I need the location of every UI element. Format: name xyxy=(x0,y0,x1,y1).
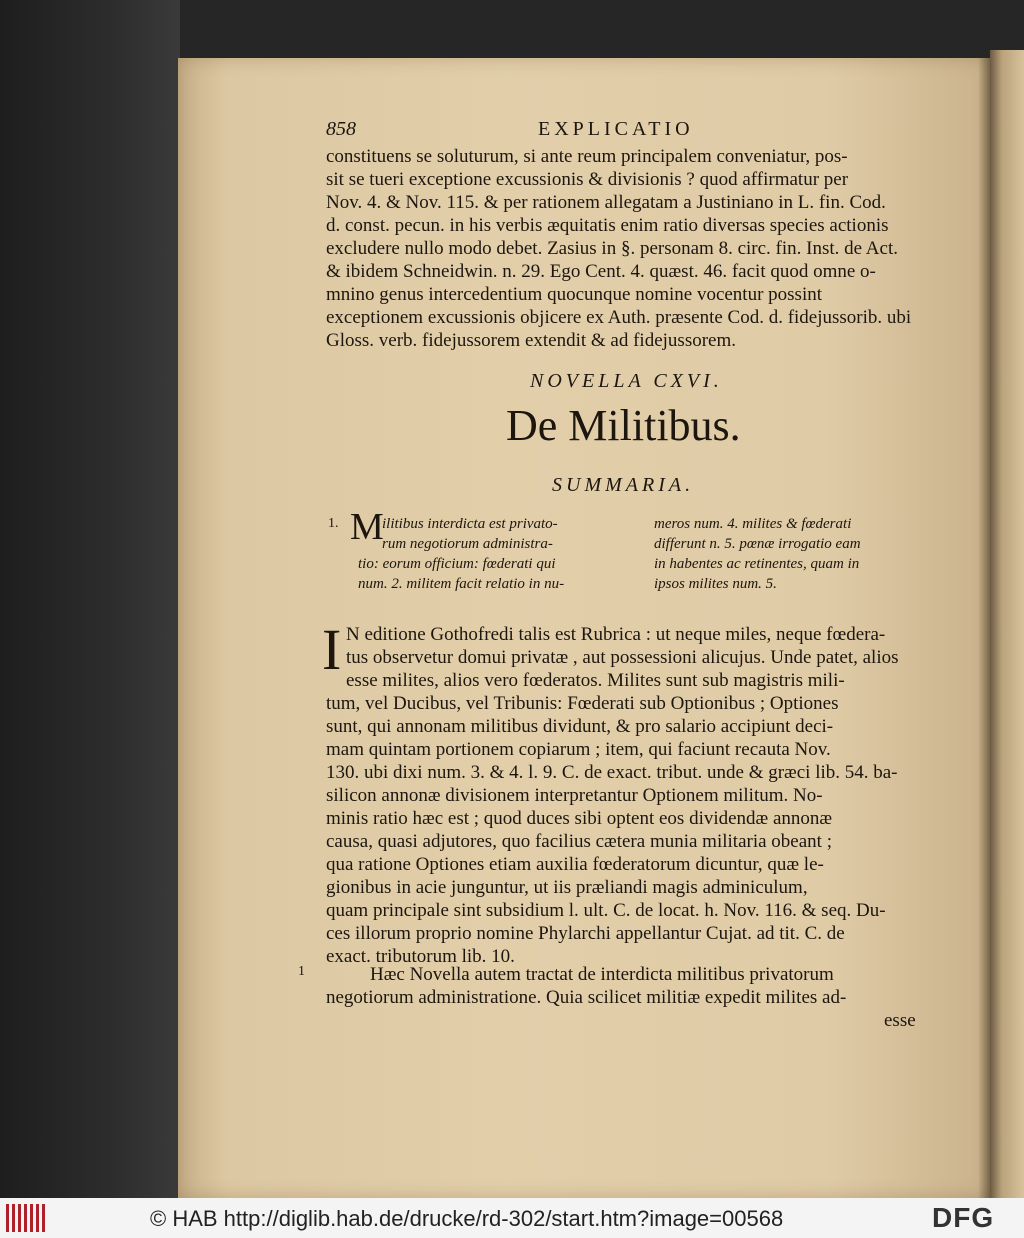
text-line: Nov. 4. & Nov. 115. & per rationem allegatam a Justiniano in L. fin. Cod. xyxy=(326,192,886,213)
text-line: ces illorum proprio nomine Phylarchi appellantur Cujat. ad tit. C. de xyxy=(326,923,845,944)
body-drop-initial: I xyxy=(322,617,342,682)
text-line: quam principale sint subsidium l. ult. C. de locat. h. Nov. 116. & seq. Du- xyxy=(326,900,886,921)
footer-bar xyxy=(0,1198,1024,1238)
text-line: constituens se soluturum, si ante reum principalem conveniatur, pos- xyxy=(326,146,848,167)
text-line: silicon annonæ divisionem interpretantur Optionem militum. No- xyxy=(326,785,823,806)
text-line: negotiorum administratione. Quia scilicet militiæ expedit milites ad- xyxy=(326,987,847,1008)
text-line: Hæc Novella autem tractat de interdicta militibus privatorum xyxy=(370,964,834,985)
text-line: causa, quasi adjutores, quo facilius cætera munia militaria obeant ; xyxy=(326,831,832,852)
summaria-line: in habentes ac retinentes, quam in xyxy=(654,556,860,572)
page-number: 858 xyxy=(326,118,356,140)
text-line: N editione Gothofredi talis est Rubrica : ut neque miles, neque fœdera- xyxy=(346,624,886,645)
summaria-line: meros num. 4. milites & fœderati xyxy=(654,516,852,532)
text-line: tum, vel Ducibus, vel Tribunis: Fœderati sub Optionibus ; Optiones xyxy=(326,693,839,714)
text-line: tus observetur domui privatæ , aut possessioni alicujus. Unde patet, alios xyxy=(346,647,899,668)
text-line: d. const. pecun. in his verbis æquitatis enim ratio diversas species actionis xyxy=(326,215,889,236)
text-line: mam quintam portionem copiarum ; item, qui faciunt recauta Nov. xyxy=(326,739,831,760)
summaria-drop-initial: M xyxy=(350,506,384,548)
scanned-page xyxy=(178,58,990,1198)
text-line: mnino genus intercedentium quocunque nomine vocentur possint xyxy=(326,284,823,305)
summaria-line: ipsos milites num. 5. xyxy=(654,576,777,592)
text-line: exact. tributorum lib. 10. xyxy=(326,946,515,967)
text-line: minis ratio hæc est ; quod duces sibi optent eos dividendæ annonæ xyxy=(326,808,833,829)
text-line: excludere nullo modo debet. Zasius in §. personam 8. circ. fin. Inst. de Act. xyxy=(326,238,898,259)
text-line: exceptionem excussionis objicere ex Auth. præsente Cod. d. fidejussorib. ubi xyxy=(326,307,912,328)
footer-credit-link[interactable]: © HAB http://diglib.hab.de/drucke/rd-302/start.htm?image=00568 xyxy=(150,1206,784,1231)
dfg-logo: DFG xyxy=(932,1202,995,1233)
catchword: esse xyxy=(884,1010,916,1031)
text-line: 130. ubi dixi num. 3. & 4. l. 9. C. de exact. tribut. unde & græci lib. 54. ba- xyxy=(326,762,898,783)
summaria-line: num. 2. militem facit relatio in nu- xyxy=(358,576,565,592)
text-line: Gloss. verb. fidejussorem extendit & ad fidejussorem. xyxy=(326,330,737,351)
section-heading: De Militibus. xyxy=(506,401,741,450)
novella-title: NOVELLA CXVI. xyxy=(530,370,723,392)
facing-page-edge xyxy=(990,50,1024,1198)
text-line: & ibidem Schneidwin. n. 29. Ego Cent. 4. quæst. 46. facit quod omne o- xyxy=(326,261,876,282)
text-line: sunt, qui annonam militibus dividunt, & pro salario accipiunt deci- xyxy=(326,716,834,737)
summaria-heading: SUMMARIA. xyxy=(552,474,695,496)
running-head xyxy=(326,118,926,144)
running-title: EXPLICATIO xyxy=(538,118,694,140)
margin-number: 1 xyxy=(298,964,305,979)
scanner-background-left xyxy=(0,0,180,1198)
text-line: esse milites, alios vero fœderatos. Milites sunt sub magistris mili- xyxy=(346,670,845,691)
summaria-line: ilitibus interdicta est privato- xyxy=(382,516,558,532)
gutter-shadow xyxy=(978,58,990,1198)
text-line: sit se tueri exceptione excussionis & divisionis ? quod affirmatur per xyxy=(326,169,849,190)
summaria-number: 1. xyxy=(328,516,339,531)
summaria-line: tio: eorum officium: fœderati qui xyxy=(358,556,556,572)
text-line: qua ratione Optiones etiam auxilia fœderatorum dicuntur, quæ le- xyxy=(326,854,824,875)
text-line: gionibus in acie junguntur, ut iis præliandi magis adminiculum, xyxy=(326,877,808,898)
summaria-line: rum negotiorum administra- xyxy=(382,536,553,552)
summaria-line: differunt n. 5. pœnæ irrogatio eam xyxy=(654,536,861,552)
library-barcode-icon xyxy=(6,1204,46,1232)
